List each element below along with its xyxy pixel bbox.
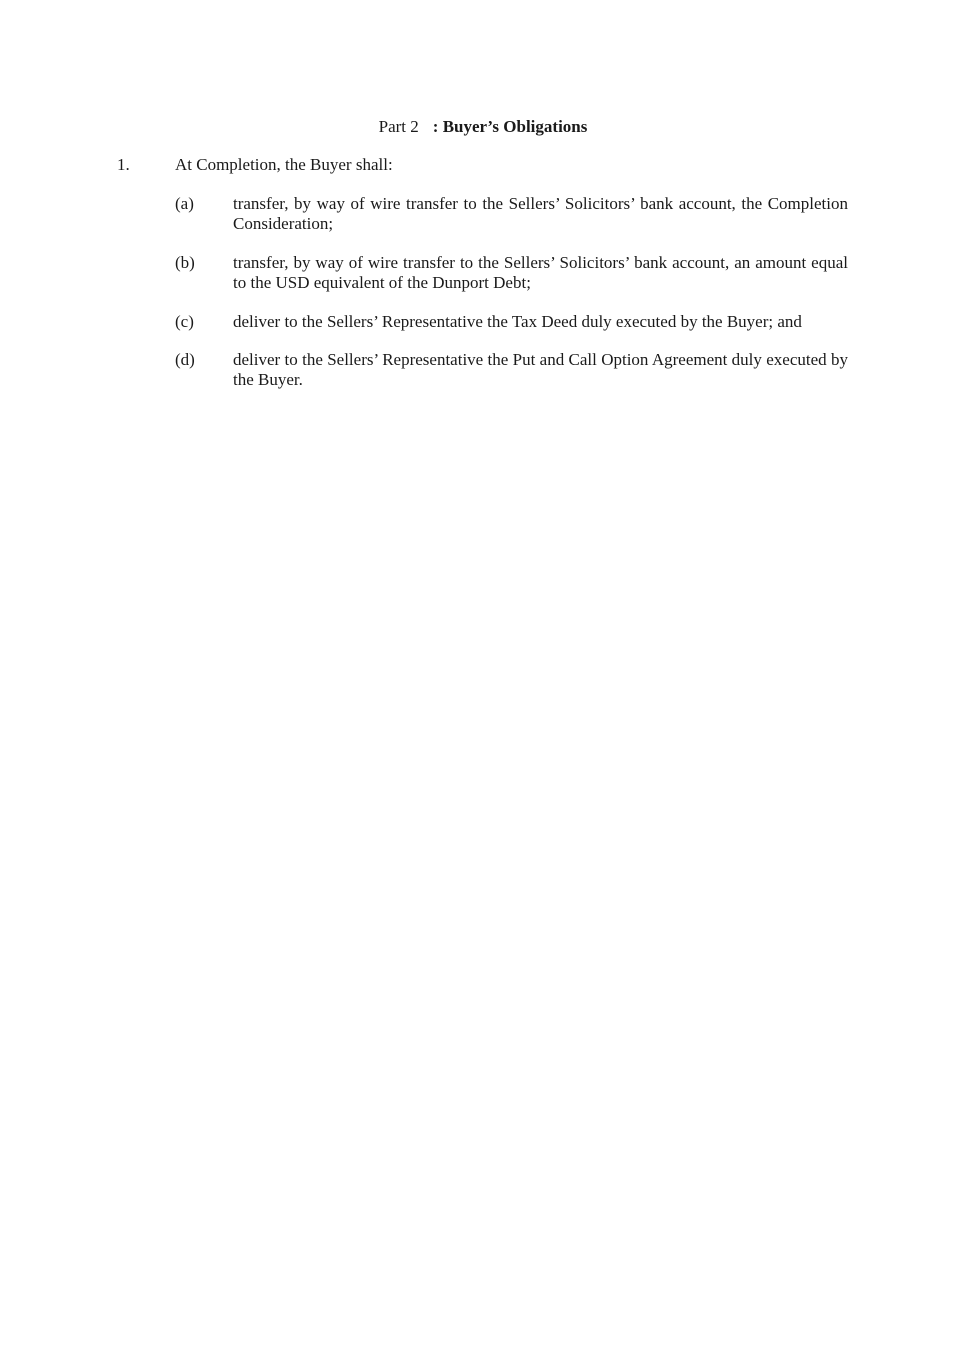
list-item-b [175, 253, 848, 293]
part-label: Part 2 [378, 117, 419, 136]
item-marker: (a) [175, 194, 194, 213]
clause-text: At Completion, the Buyer shall: [175, 155, 393, 174]
item-marker: (b) [175, 253, 195, 272]
item-text: transfer, by way of wire transfer to the Sellers’ Solicitors’ bank account, an amount equal to the USD equivalent of the Dunport Debt; [233, 253, 848, 292]
item-marker: (c) [175, 312, 194, 331]
list-item-d [175, 350, 848, 390]
part-title: : Buyer’s Obligations [432, 117, 588, 136]
item-marker: (d) [175, 350, 195, 369]
list-item-a [175, 194, 848, 234]
item-text: deliver to the Sellers’ Representative the Tax Deed duly executed by the Buyer; and [233, 312, 802, 331]
part-heading [0, 117, 966, 137]
item-text: transfer, by way of wire transfer to the Sellers’ Solicitors’ bank account, the Completion Consideration; [233, 194, 848, 233]
clause-1 [117, 155, 393, 175]
list-item-c [175, 312, 848, 332]
item-text: deliver to the Sellers’ Representative the Put and Call Option Agreement duly executed by the Buyer. [233, 350, 848, 389]
clause-number: 1. [117, 155, 130, 174]
